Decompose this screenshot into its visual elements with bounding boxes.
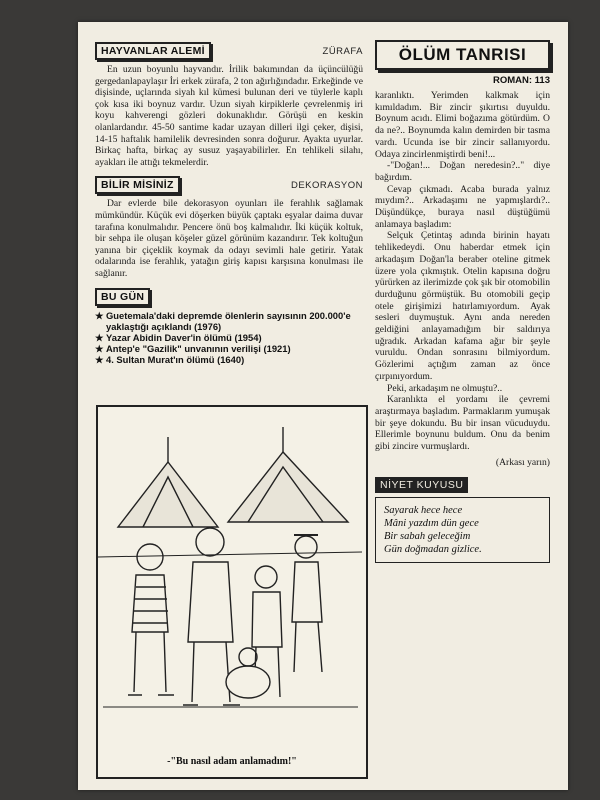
man-head xyxy=(295,536,317,558)
roman-title: ÖLÜM TANRISI xyxy=(375,40,550,70)
man-head xyxy=(137,544,163,570)
roman-paragraph: karanlıktı. Yerimden kalkmak için kımıldadım. Bir zincir şıkırtısı duyuldu. Boynum acıdı. Elimi boğazıma götürdüm. O da ne?.. Boynumda kalın demirden bir tasma vardı. Ucunda ise bir zincir sallanıyordu. Odaya zincirlenmiştirdi beni!... xyxy=(375,90,550,160)
list-item: ★ Yazar Abidin Daver'in ölümü (1954) xyxy=(95,331,262,343)
man-head xyxy=(255,566,277,588)
star-icon: ★ xyxy=(95,343,104,355)
roman-subtitle: ROMAN: 113 xyxy=(492,75,550,86)
poem-line: Sayarak hece hece xyxy=(384,504,463,516)
bilir-header xyxy=(95,176,363,194)
niyet-poem xyxy=(375,497,550,563)
cartoon-panel xyxy=(96,405,368,779)
hayvanlar-text: En uzun boyunlu hayvandır. İrilik bakımından da üçüncülüğü gergedanlapaylaşır İri erkek zürafa, 2 ton ağırlığındadır. Erkeğinde ve dişisinde, uçlarında siyah kıl kümesi bulunan deri ve tüylerle kaplı çok kısa iki boynuz vardır. Uzun siyah kirpiklerle çevrelenmiş iri koyu kahverengi gözleri dokunaklıdır. Görüşü en keskin olanlardandır. 45-50 santime kadar uzayan dilleri ilgi çeker, dişisi, 14-15 haftalık hamilelik devresinden sonra doğurur. Ayakta uyurlar. Birkaç hafta, birkaç ay susuz yaşayabilirler. En tehlikeli silahı, ayakları ile attığı tekmelerdir. xyxy=(95,64,363,168)
roman-paragraph: Karanlıkta el yordamı ile çevremi araştırmaya başladım. Parmaklarım yumuşak bir şeye dokundu. Bu bir insan vücuduydu. Ellerimle boynunu buldum. Onu da benim gibi zincire vurmuşlardı. xyxy=(375,394,550,453)
poem-line: Mâni yazdım dün gece xyxy=(384,517,479,529)
roman-paragraph: Cevap çıkmadı. Acaba burada yalnız mıydım?.. Arkadaşımı ne yapmışlardı?.. Düşündükçe, buraya nasıl düştüğümü anlamaya başladım: xyxy=(375,183,550,230)
star-icon: ★ xyxy=(95,354,104,366)
seated-figure xyxy=(226,666,270,698)
poem-line: Gün doğmadan gizlice. xyxy=(384,543,482,555)
bugun-list xyxy=(95,310,363,366)
list-item: ★ Guetemala'daki depremde ölenlerin sayısının 200.000'e yaklaştığı açıklandı (1976) xyxy=(95,309,351,332)
star-icon: ★ xyxy=(95,309,104,321)
roman-body xyxy=(375,90,550,469)
hayvanlar-label: HAYVANLAR ALEMİ xyxy=(95,42,211,60)
roman-paragraph: -"Doğan!... Doğan neredesin?.." diye bağırdım. xyxy=(375,160,550,183)
man-head xyxy=(196,528,224,556)
cartoon-drawing xyxy=(98,407,362,737)
roman-paragraph: Peki, arkadaşım ne olmuştu?.. xyxy=(387,382,503,394)
roman-paragraph: Selçuk Çetintaş adında birinin hayatı tehlikedeydi. Onu haberdar etmek için arkadaşım Doğan'la beraber oteline gitmek üzere yola çıkmıştık. Otelin kapısına doğru yürürken az ilerimizde çok şık bir otomobilin durduğunu görmüştük. Bu otomobili geçip otele girişimizi hatırlamıyordum. Ayak sesleri duymuştuk. Aynı anda nereden geldiğini anlayamadığım bir saldırıya uğradık. Arkadan kafama ağır bir şeyle vuruldu. Ondan sonrasını bilmiyordum. Gözlerimi açtığım zaman az önce çırpınıyordum. xyxy=(375,230,550,382)
roman-continued: (Arkası yarın) xyxy=(495,456,550,468)
hayvanlar-header xyxy=(95,42,363,60)
right-column xyxy=(375,40,550,563)
niyet-section xyxy=(375,469,550,563)
tent-left xyxy=(118,462,218,527)
hayvanlar-tag: ZÜRAFA xyxy=(322,45,363,57)
bilir-label: BİLİR MİSİNİZ xyxy=(95,176,180,194)
bugun-label: BU GÜN xyxy=(95,288,150,306)
cartoon-caption: -"Bu nasıl adam anlamadım!" xyxy=(167,756,297,767)
bilir-tag: DEKORASYON xyxy=(290,179,363,191)
bugun-header xyxy=(95,288,363,306)
niyet-label: NİYET KUYUSU xyxy=(375,477,468,493)
left-column xyxy=(95,38,363,366)
star-icon: ★ xyxy=(95,331,104,343)
tent-right xyxy=(228,452,348,522)
bilir-text: Dar evlerde bile dekorasyon oyunları ile ferahlık sağlamak mümkündür. Küçük evi döşerken büyük çaptakı eşyalar daima duvar tarafına konulmalıdır. Pencere önü boş kalmalıdır. İki küçük koltuk, bir sehpa ile oluşan köşeler güzel görünüm kazandırır. Tek koltuğun yanına bir çiçeklik koymak da odayı sevimli hale getirir. Yatak odalarında ise ferahlık, yatağın giriş kapısı karşısına konulması ile sağlanır. xyxy=(95,198,363,279)
list-item: ★ Antep'e "Gazilik" unvanının verilişi (1921) xyxy=(95,343,291,355)
poem-line: Bir sabah geleceğim xyxy=(384,530,471,542)
list-item: ★ 4. Sultan Murat'ın ölümü (1640) xyxy=(95,354,245,366)
